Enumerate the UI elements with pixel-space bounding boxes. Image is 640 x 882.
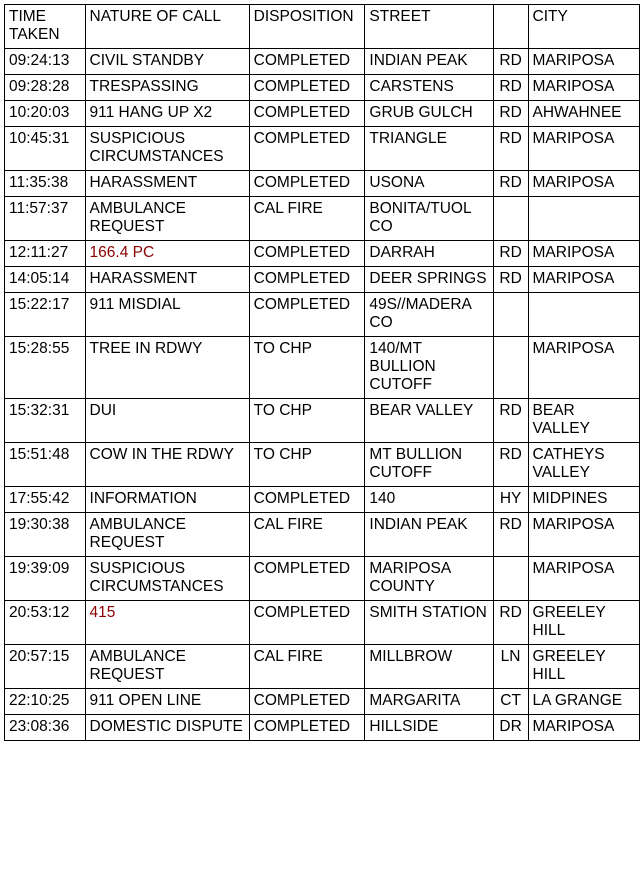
cell-nature-of-call: 911 MISDIAL bbox=[85, 293, 249, 337]
header-time-taken: TIME TAKEN bbox=[5, 5, 86, 49]
table-row bbox=[5, 241, 640, 267]
table-body bbox=[5, 49, 640, 741]
cell-street-suffix: LN bbox=[493, 645, 528, 689]
cell-disposition: CAL FIRE bbox=[249, 513, 365, 557]
cell-disposition: COMPLETED bbox=[249, 267, 365, 293]
cell-time: 09:28:28 bbox=[5, 75, 86, 101]
cell-time: 23:08:36 bbox=[5, 715, 86, 741]
cell-street: MILLBROW bbox=[365, 645, 493, 689]
cell-disposition: COMPLETED bbox=[249, 101, 365, 127]
cell-disposition: COMPLETED bbox=[249, 689, 365, 715]
cell-time: 19:39:09 bbox=[5, 557, 86, 601]
cell-nature-of-call: AMBULANCE REQUEST bbox=[85, 513, 249, 557]
cell-street: MARGARITA bbox=[365, 689, 493, 715]
cell-city: MARIPOSA bbox=[528, 715, 639, 741]
cell-time: 22:10:25 bbox=[5, 689, 86, 715]
header-disposition: DISPOSITION bbox=[249, 5, 365, 49]
cell-time: 11:57:37 bbox=[5, 197, 86, 241]
cell-street-suffix: DR bbox=[493, 715, 528, 741]
cell-disposition: COMPLETED bbox=[249, 127, 365, 171]
cell-disposition: TO CHP bbox=[249, 399, 365, 443]
header-city: CITY bbox=[528, 5, 639, 49]
cell-city: GREELEY HILL bbox=[528, 601, 639, 645]
cell-street: INDIAN PEAK bbox=[365, 49, 493, 75]
cell-time: 09:24:13 bbox=[5, 49, 86, 75]
table-row bbox=[5, 601, 640, 645]
cell-street-suffix: CT bbox=[493, 689, 528, 715]
header-street: STREET bbox=[365, 5, 493, 49]
cell-disposition: TO CHP bbox=[249, 337, 365, 399]
cell-nature-of-call: AMBULANCE REQUEST bbox=[85, 197, 249, 241]
table-row bbox=[5, 197, 640, 241]
cell-nature-of-call: DOMESTIC DISPUTE bbox=[85, 715, 249, 741]
table-row bbox=[5, 337, 640, 399]
cell-disposition: COMPLETED bbox=[249, 601, 365, 645]
cell-street-suffix: HY bbox=[493, 487, 528, 513]
cell-time: 10:20:03 bbox=[5, 101, 86, 127]
cell-city: GREELEY HILL bbox=[528, 645, 639, 689]
cell-nature-of-call: SUSPICIOUS CIRCUMSTANCES bbox=[85, 557, 249, 601]
cell-time: 15:32:31 bbox=[5, 399, 86, 443]
cell-disposition: COMPLETED bbox=[249, 75, 365, 101]
table-row bbox=[5, 75, 640, 101]
table-row bbox=[5, 293, 640, 337]
cell-street: USONA bbox=[365, 171, 493, 197]
cell-city: MARIPOSA bbox=[528, 557, 639, 601]
cell-time: 14:05:14 bbox=[5, 267, 86, 293]
cell-disposition: COMPLETED bbox=[249, 171, 365, 197]
cell-city: LA GRANGE bbox=[528, 689, 639, 715]
cell-street-suffix: RD bbox=[493, 101, 528, 127]
cell-street-suffix bbox=[493, 337, 528, 399]
cell-street-suffix: RD bbox=[493, 443, 528, 487]
cell-city: AHWAHNEE bbox=[528, 101, 639, 127]
cell-city: MARIPOSA bbox=[528, 127, 639, 171]
cell-disposition: CAL FIRE bbox=[249, 645, 365, 689]
cell-disposition: COMPLETED bbox=[249, 715, 365, 741]
cell-city: CATHEYS VALLEY bbox=[528, 443, 639, 487]
cell-street-suffix: RD bbox=[493, 399, 528, 443]
table-row bbox=[5, 715, 640, 741]
cell-nature-of-call: TRESPASSING bbox=[85, 75, 249, 101]
cell-nature-of-call: 415 bbox=[85, 601, 249, 645]
cell-disposition: COMPLETED bbox=[249, 49, 365, 75]
table-row bbox=[5, 443, 640, 487]
cell-time: 15:28:55 bbox=[5, 337, 86, 399]
cell-city bbox=[528, 293, 639, 337]
cell-city: BEAR VALLEY bbox=[528, 399, 639, 443]
cell-time: 20:53:12 bbox=[5, 601, 86, 645]
call-log-table bbox=[4, 4, 640, 741]
cell-street-suffix bbox=[493, 557, 528, 601]
cell-street: DEER SPRINGS bbox=[365, 267, 493, 293]
cell-street: BONITA/TUOL CO bbox=[365, 197, 493, 241]
cell-nature-of-call: INFORMATION bbox=[85, 487, 249, 513]
cell-disposition: COMPLETED bbox=[249, 557, 365, 601]
table-row bbox=[5, 487, 640, 513]
cell-time: 19:30:38 bbox=[5, 513, 86, 557]
cell-disposition: COMPLETED bbox=[249, 487, 365, 513]
header-nature-of-call: NATURE OF CALL bbox=[85, 5, 249, 49]
cell-street: MARIPOSA COUNTY bbox=[365, 557, 493, 601]
table-row bbox=[5, 127, 640, 171]
table-row bbox=[5, 557, 640, 601]
cell-nature-of-call: AMBULANCE REQUEST bbox=[85, 645, 249, 689]
cell-disposition: COMPLETED bbox=[249, 241, 365, 267]
cell-disposition: COMPLETED bbox=[249, 293, 365, 337]
table-row bbox=[5, 513, 640, 557]
cell-nature-of-call: HARASSMENT bbox=[85, 171, 249, 197]
cell-street: GRUB GULCH bbox=[365, 101, 493, 127]
table-header bbox=[5, 5, 640, 49]
cell-street-suffix: RD bbox=[493, 267, 528, 293]
cell-nature-of-call: 911 OPEN LINE bbox=[85, 689, 249, 715]
cell-street: INDIAN PEAK bbox=[365, 513, 493, 557]
cell-nature-of-call: TREE IN RDWY bbox=[85, 337, 249, 399]
cell-nature-of-call: CIVIL STANDBY bbox=[85, 49, 249, 75]
table-row bbox=[5, 267, 640, 293]
cell-disposition: TO CHP bbox=[249, 443, 365, 487]
cell-city: MARIPOSA bbox=[528, 75, 639, 101]
cell-nature-of-call: HARASSMENT bbox=[85, 267, 249, 293]
table-row bbox=[5, 399, 640, 443]
cell-nature-of-call: COW IN THE RDWY bbox=[85, 443, 249, 487]
table-row bbox=[5, 689, 640, 715]
cell-city bbox=[528, 197, 639, 241]
cell-nature-of-call: 166.4 PC bbox=[85, 241, 249, 267]
cell-street-suffix: RD bbox=[493, 171, 528, 197]
table-row bbox=[5, 171, 640, 197]
table-row bbox=[5, 645, 640, 689]
cell-time: 15:51:48 bbox=[5, 443, 86, 487]
cell-nature-of-call: SUSPICIOUS CIRCUMSTANCES bbox=[85, 127, 249, 171]
cell-city: MIDPINES bbox=[528, 487, 639, 513]
cell-time: 20:57:15 bbox=[5, 645, 86, 689]
cell-time: 12:11:27 bbox=[5, 241, 86, 267]
cell-street-suffix: RD bbox=[493, 513, 528, 557]
cell-city: MARIPOSA bbox=[528, 337, 639, 399]
cell-street: HILLSIDE bbox=[365, 715, 493, 741]
table-row bbox=[5, 49, 640, 75]
cell-time: 11:35:38 bbox=[5, 171, 86, 197]
cell-street: TRIANGLE bbox=[365, 127, 493, 171]
header-street-suffix bbox=[493, 5, 528, 49]
cell-street-suffix: RD bbox=[493, 75, 528, 101]
table-row bbox=[5, 101, 640, 127]
cell-time: 10:45:31 bbox=[5, 127, 86, 171]
cell-street: BEAR VALLEY bbox=[365, 399, 493, 443]
cell-time: 17:55:42 bbox=[5, 487, 86, 513]
cell-street: MT BULLION CUTOFF bbox=[365, 443, 493, 487]
cell-street: 140/MT BULLION CUTOFF bbox=[365, 337, 493, 399]
cell-street-suffix bbox=[493, 197, 528, 241]
cell-street: DARRAH bbox=[365, 241, 493, 267]
cell-disposition: CAL FIRE bbox=[249, 197, 365, 241]
cell-street: 49S//MADERA CO bbox=[365, 293, 493, 337]
cell-city: MARIPOSA bbox=[528, 241, 639, 267]
cell-street-suffix: RD bbox=[493, 601, 528, 645]
cell-time: 15:22:17 bbox=[5, 293, 86, 337]
cell-street-suffix: RD bbox=[493, 49, 528, 75]
cell-nature-of-call: 911 HANG UP X2 bbox=[85, 101, 249, 127]
cell-nature-of-call: DUI bbox=[85, 399, 249, 443]
cell-city: MARIPOSA bbox=[528, 49, 639, 75]
cell-street: 140 bbox=[365, 487, 493, 513]
cell-street: CARSTENS bbox=[365, 75, 493, 101]
cell-city: MARIPOSA bbox=[528, 267, 639, 293]
cell-street-suffix: RD bbox=[493, 241, 528, 267]
cell-street-suffix bbox=[493, 293, 528, 337]
cell-street: SMITH STATION bbox=[365, 601, 493, 645]
cell-city: MARIPOSA bbox=[528, 513, 639, 557]
cell-street-suffix: RD bbox=[493, 127, 528, 171]
cell-city: MARIPOSA bbox=[528, 171, 639, 197]
header-row bbox=[5, 5, 640, 49]
